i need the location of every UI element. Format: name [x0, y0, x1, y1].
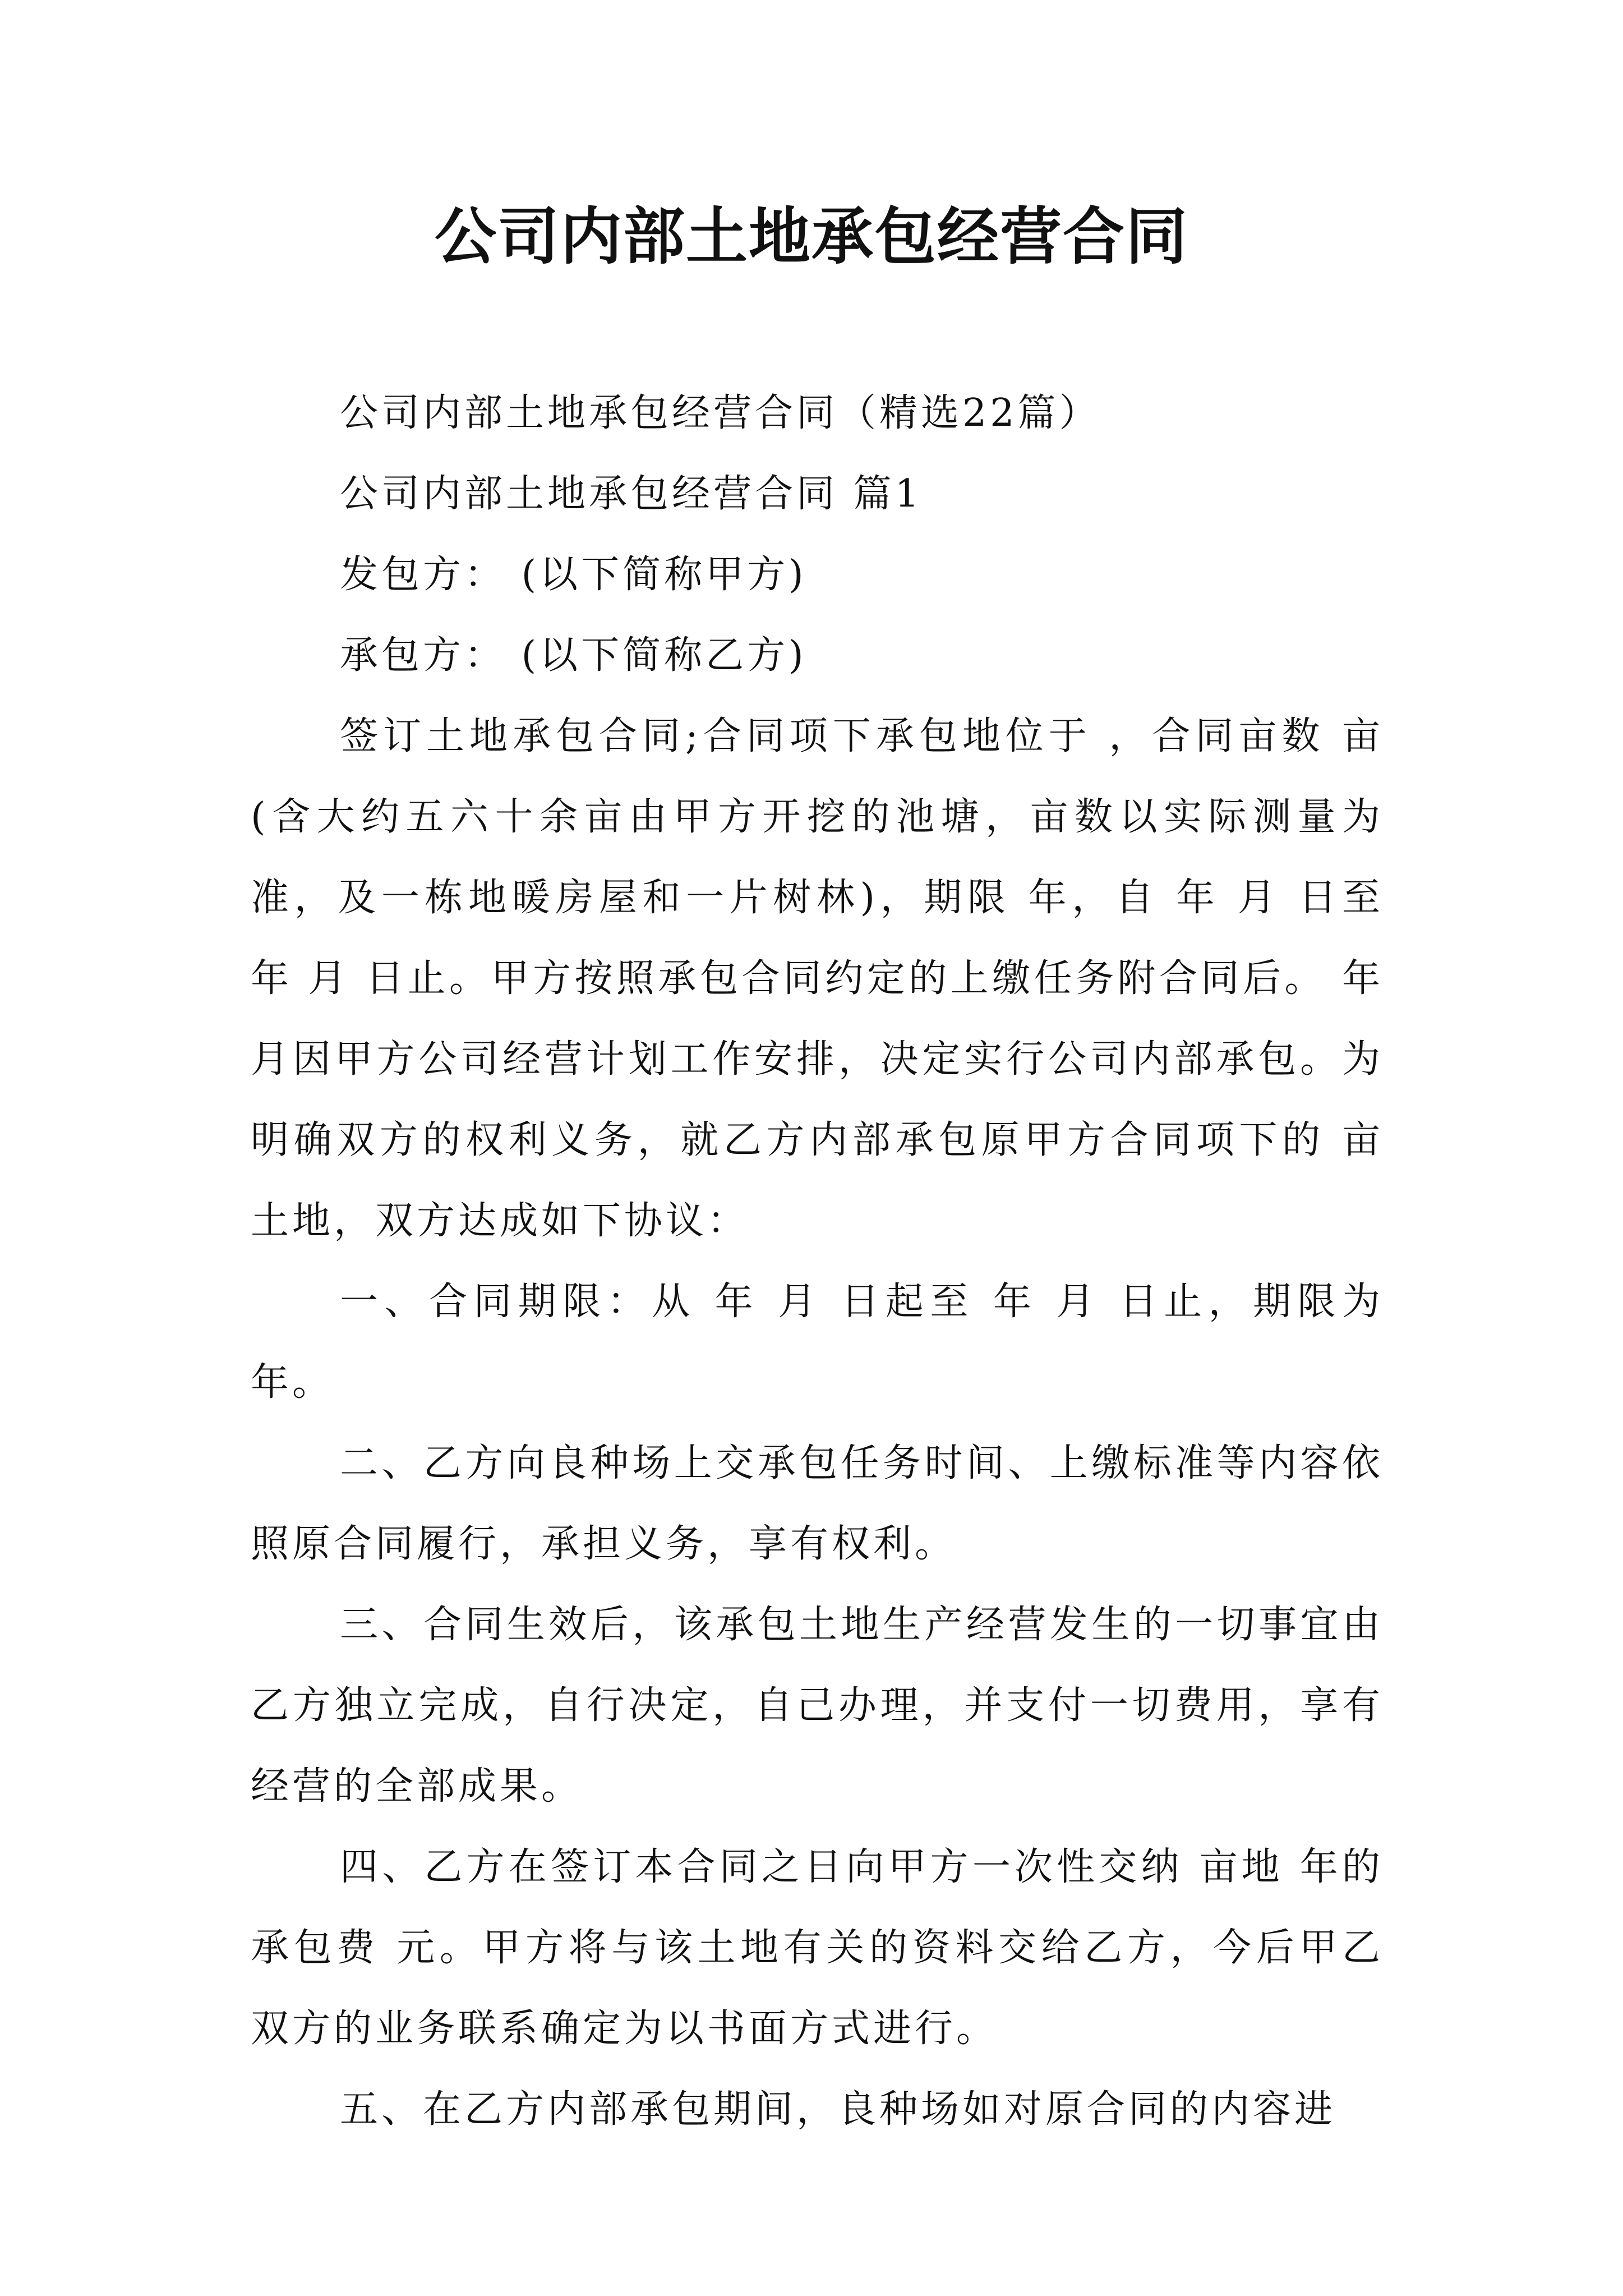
- document-title: 公司内部土地承包经营合同: [435, 201, 1188, 273]
- document-body: [251, 373, 1384, 2150]
- paragraph-party-a: 发包方： (以下简称甲方): [340, 553, 807, 597]
- paragraph-subtitle: 公司内部土地承包经营合同（精选22篇）: [340, 391, 1101, 435]
- paragraph-party-b: 承包方： (以下简称乙方): [340, 633, 807, 678]
- paragraph-clause-1: 一、合同期限：从 年 月 日起至 年 月 日止，期限为 年。: [251, 1280, 1384, 1405]
- paragraph-preamble: 签订土地承包合同;合同项下承包地位于 ，合同亩数 亩(含大约五六十余亩由甲方开挖的池塘，亩数以实际测量为准，及一栋地暖房屋和一片树林)，期限 年，自 年 月 日至 年 月 日止。甲方按照承包合同约定的上缴任务附合同后。 年 月因甲方公司经营计划工作安排，决定实行公司内部承包。为明确双方的权利义务，就乙方内部承包原甲方合同项下的 亩土地，双方达成如下协议：: [251, 714, 1384, 1243]
- paragraph-section-heading: 公司内部土地承包经营合同 篇1: [340, 472, 923, 516]
- paragraph-clause-5: 五、在乙方内部承包期间，良种场如对原合同的内容进: [340, 2087, 1336, 2132]
- paragraph-clause-4: 四、乙方在签订本合同之日向甲方一次性交纳 亩地 年的承包费 元。甲方将与该土地有关的资料交给乙方，今后甲乙双方的业务联系确定为以书面方式进行。: [251, 1845, 1384, 2051]
- paragraph-clause-2: 二、乙方向良种场上交承包任务时间、上缴标准等内容依照原合同履行，承担义务，享有权利。: [251, 1441, 1384, 1566]
- paragraph-clause-3: 三、合同生效后，该承包土地生产经营发生的一切事宜由乙方独立完成，自行决定，自己办理，并支付一切费用，享有经营的全部成果。: [251, 1603, 1384, 1809]
